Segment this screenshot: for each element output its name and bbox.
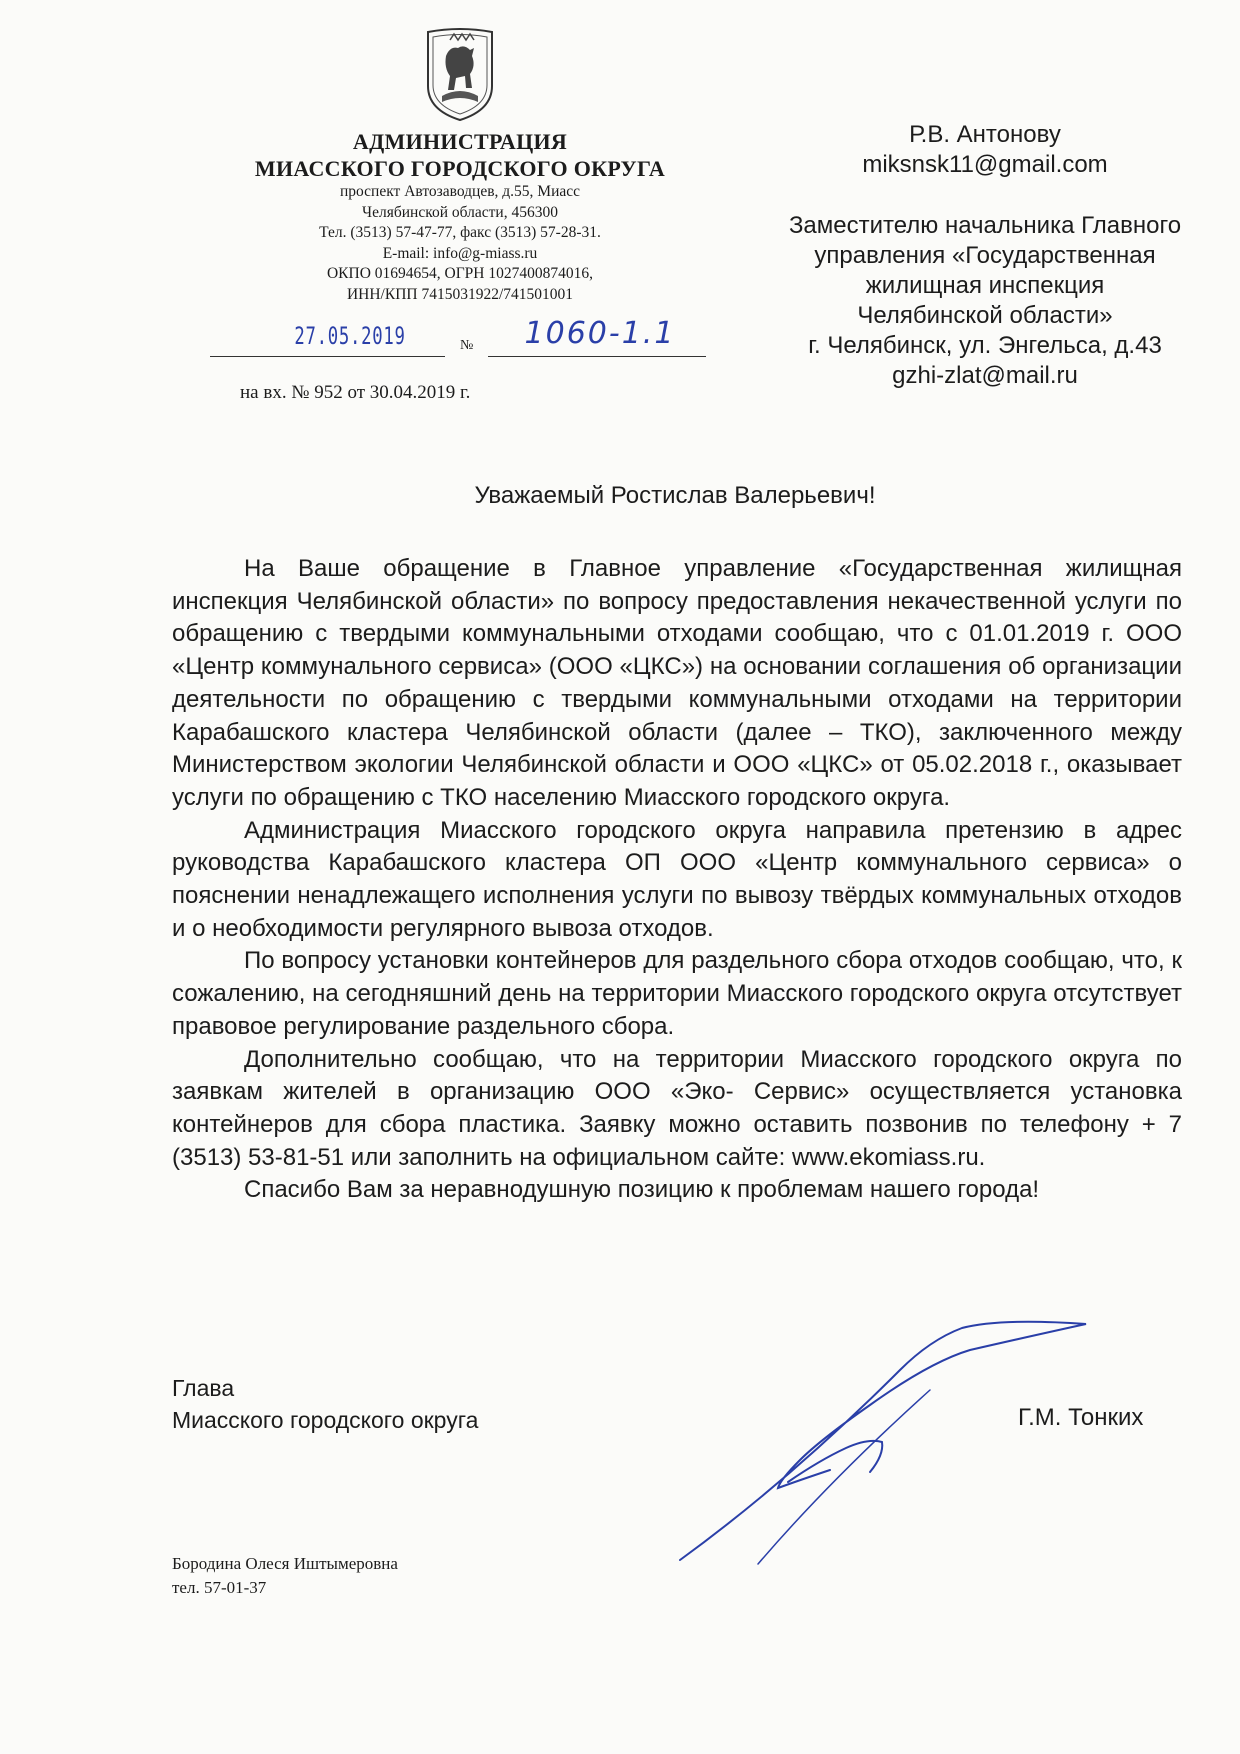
- addressee-line: управления «Государственная: [814, 242, 1156, 269]
- signatory-title: [172, 1372, 478, 1436]
- executor-phone: тел. 57-01-37: [172, 1578, 267, 1597]
- org-address-line1: проспект Автозаводцев, д.55, Миасс: [339, 183, 581, 200]
- signatory-title-line1: Глава: [172, 1375, 235, 1401]
- signatory-name: Г.М. Тонких: [1018, 1404, 1144, 1431]
- org-email: E-mail: info@g-miass.ru: [382, 244, 538, 262]
- date-underline: [210, 356, 445, 357]
- org-phone: Тел. (3513) 57-47-77, факс (3513) 57-28-31.: [319, 224, 601, 241]
- org-okpo: ОКПО 01694654, ОГРН 1027400874016,: [326, 265, 593, 282]
- signatory-title-line2: Миасского городского округа: [172, 1407, 479, 1433]
- body-paragraph: Администрация Миасского городского округа направила претензию в адрес руководства Карабашского кластера ОП ООО «Центр коммунального сервиса» о пояснении ненадлежащего исполнения услуги по вывозу твёрдых коммунальных отходов и о необходимости регулярного вывоза отходов.: [172, 816, 1182, 942]
- addressee-gap: [740, 180, 1230, 211]
- org-name-line2: МИАССКОГО ГОРОДСКОГО ОКРУГА: [254, 156, 666, 181]
- body-paragraph: Дополнительно сообщаю, что на территории Миасского городского округа по заявкам жителей в организацию ООО «Эко- Сервис» осуществляется установка контейнеров для сбора пластика. Заявку можно оставить позвонив по телефону + 7 (3513) 53-81-51 или заполнить на официальном сайте: www.ekomiass.ru.: [172, 1045, 1182, 1171]
- incoming-reference: на вх. № 952 от 30.04.2019 г.: [240, 382, 471, 403]
- org-name-line1: АДМИНИСТРАЦИЯ: [352, 129, 568, 154]
- executor-name: Бородина Олеся Иштымеровна: [172, 1554, 398, 1573]
- handwritten-signature: [670, 1310, 1100, 1580]
- registration-row: [210, 316, 710, 362]
- addressee-block: [740, 120, 1230, 391]
- addressee-line: жилищная инспекция: [865, 272, 1105, 299]
- addressee-line: Заместителю начальника Главного: [788, 212, 1182, 239]
- recipient-email: miksnsk11@gmail.com: [862, 151, 1108, 178]
- org-inn: ИНН/КПП 7415031922/741501001: [346, 285, 574, 303]
- letter-body: [172, 553, 1182, 1207]
- number-underline: [488, 356, 706, 357]
- coat-of-arms-icon: [420, 26, 500, 122]
- salutation: Уважаемый Ростислав Валерьевич!: [474, 482, 876, 509]
- registration-date-stamp: 27.05.2019: [294, 322, 406, 350]
- body-paragraph: Спасибо Вам за неравнодушную позицию к проблемам нашего города!: [244, 1176, 1040, 1204]
- addressee-email: gzhi-zlat@mail.ru: [892, 362, 1078, 389]
- executor-info: [172, 1552, 398, 1600]
- body-paragraph: На Ваше обращение в Главное управление «Государственная жилищная инспекция Челябинской области» по вопросу предоставления некачественной услуги по обращению с твердыми коммунальными отходами сообщаю, что с 01.01.2019 г. ООО «Центр коммунального сервиса» (ООО «ЦКС») на основании соглашения об организации деятельности по обращению с твердыми коммунальными отходами на территории Карабашского кластера Челябинской области (далее – ТКО), заключенного между Министерством экологии Челябинской области и ООО «ЦКС» от 05.02.2018 г., оказывает услуги по обращению с ТКО населению Миасского городского округа.: [172, 555, 1182, 811]
- recipient-name: Р.В. Антонову: [909, 121, 1061, 148]
- body-paragraph: По вопросу установки контейнеров для раздельного сбора отходов сообщаю, что, к сожалению, на сегодняшний день на территории Миасского городского округа отсутствует правовое регулирование раздельного сбора.: [172, 947, 1182, 1040]
- org-address-line2: Челябинской области, 456300: [362, 203, 558, 221]
- letterhead: [200, 26, 720, 305]
- number-sign: №: [460, 338, 474, 353]
- registration-number: 1060-1.1: [524, 316, 676, 351]
- addressee-line: Челябинской области»: [857, 302, 1113, 329]
- addressee-address: г. Челябинск, ул. Энгельса, д.43: [808, 332, 1162, 359]
